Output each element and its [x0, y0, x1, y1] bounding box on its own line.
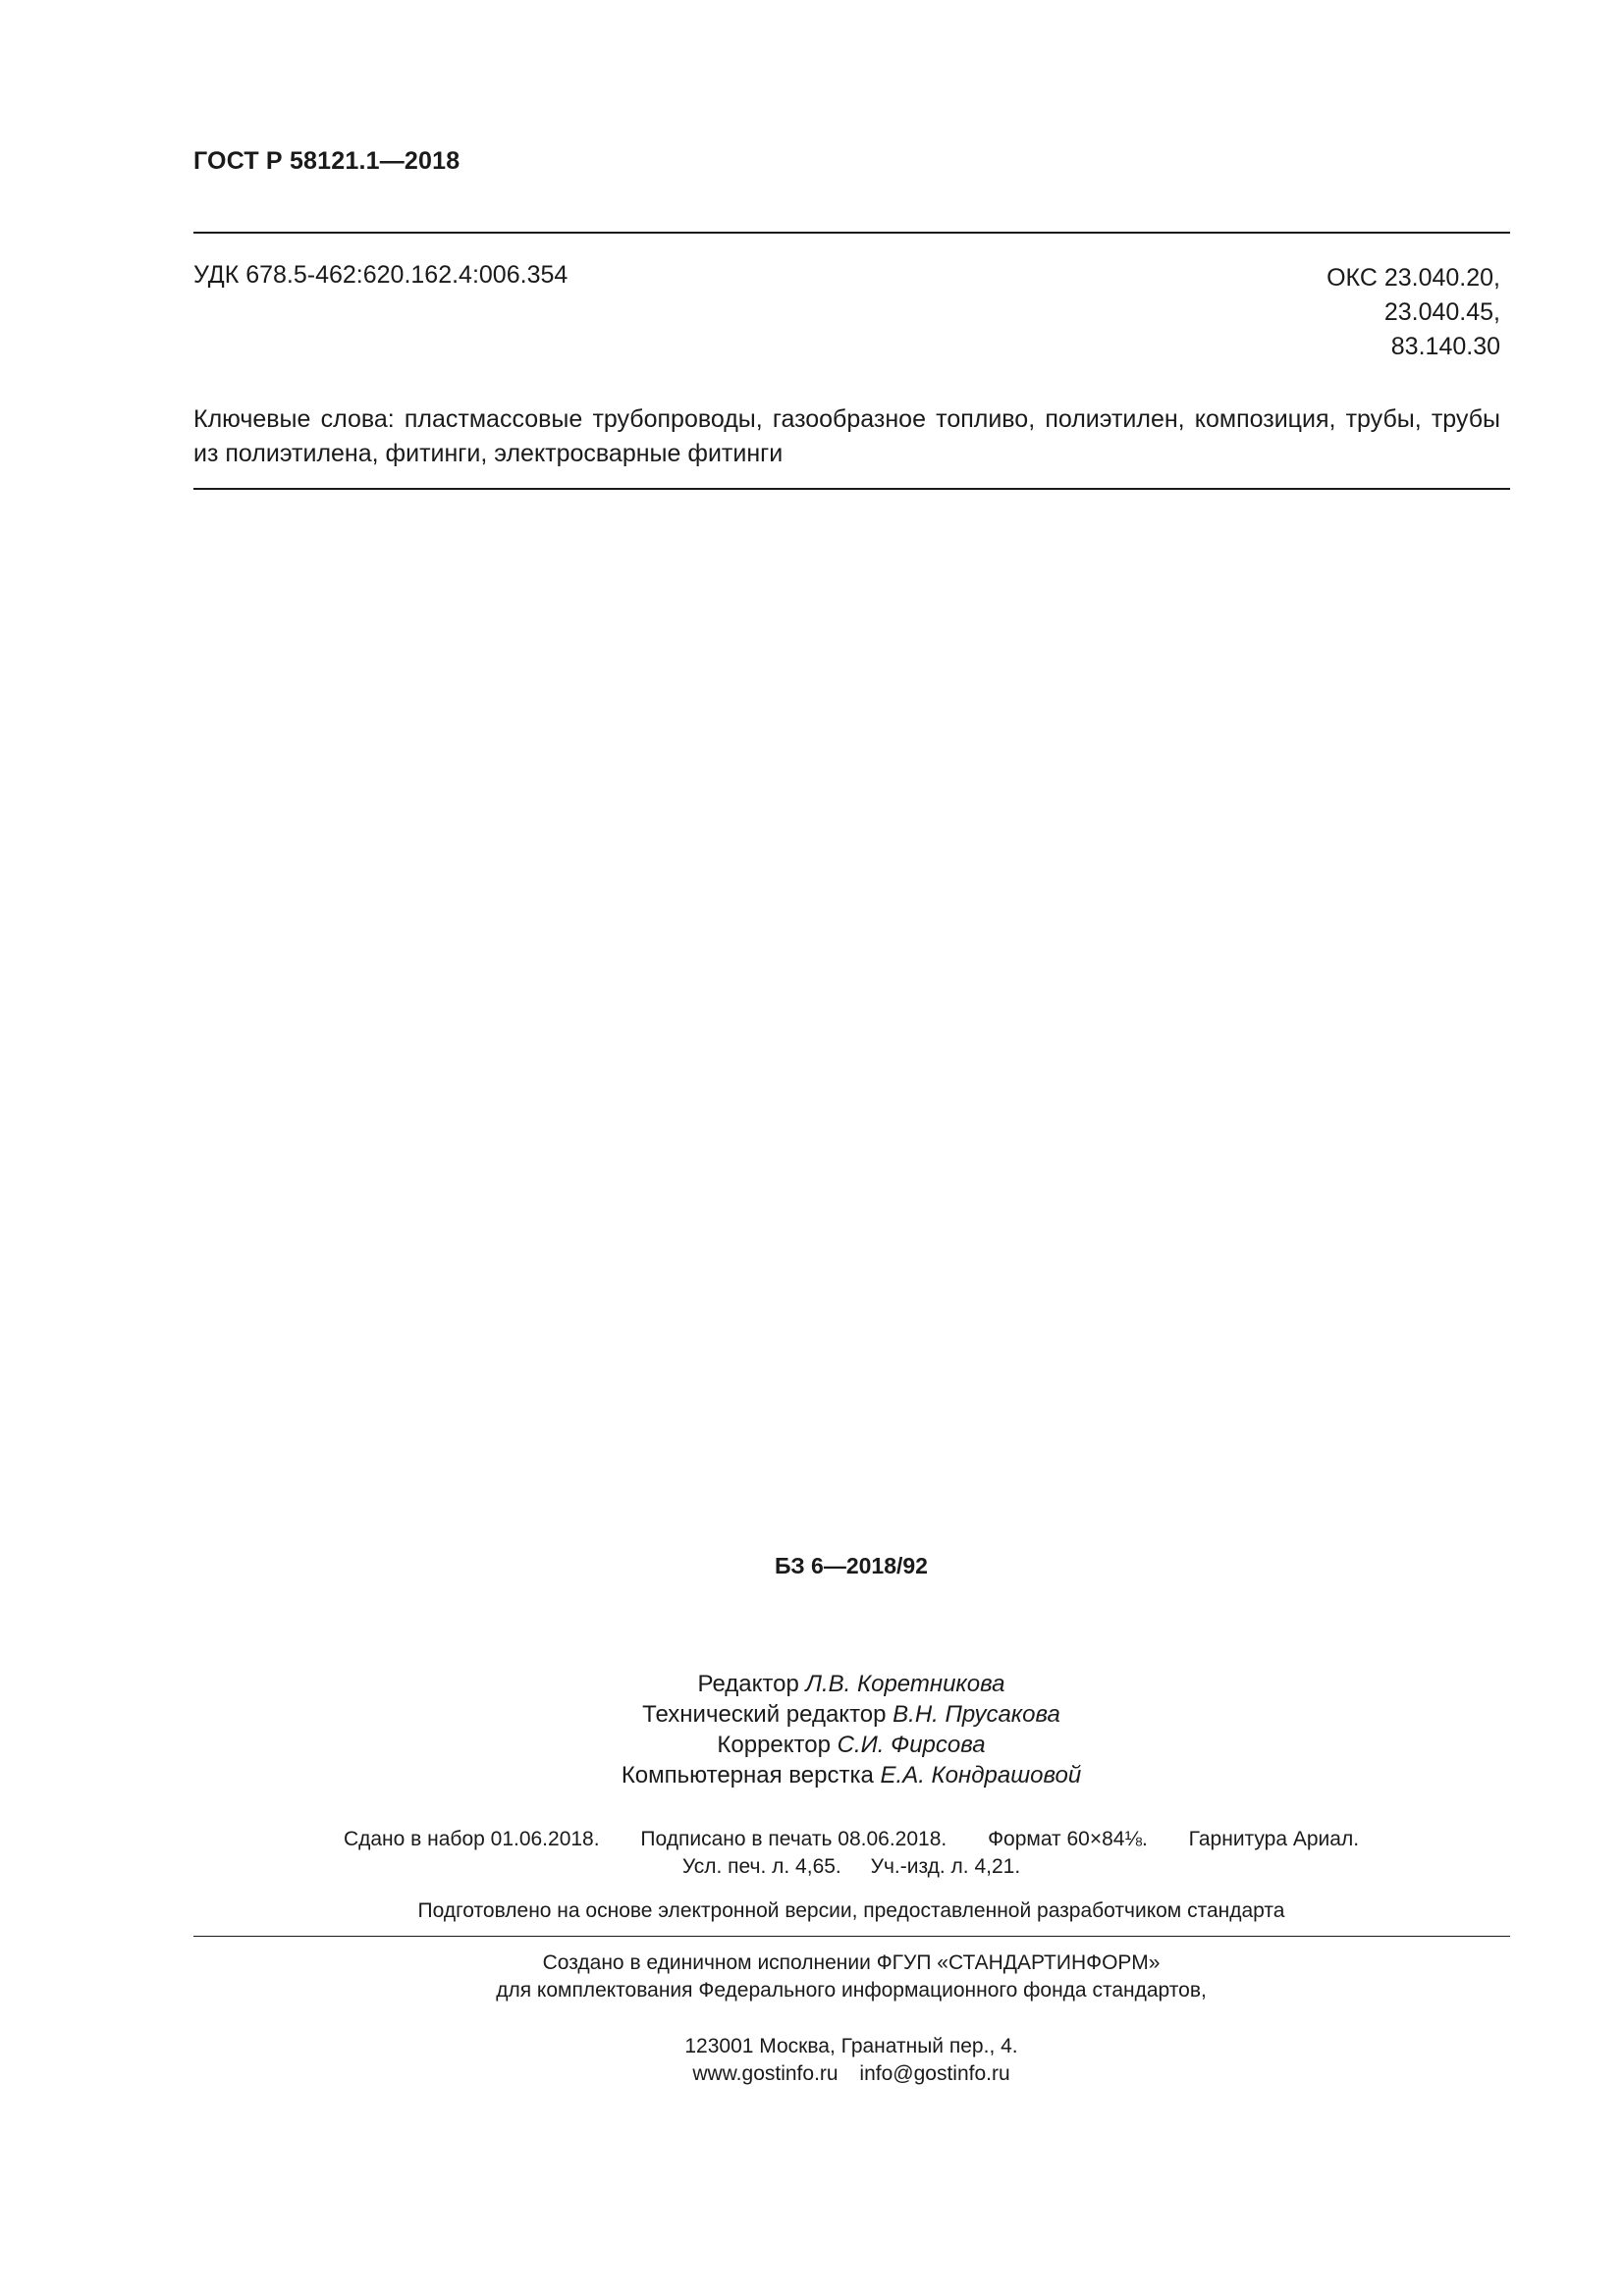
credit-line [0, 1669, 1624, 1699]
credit-line [0, 1699, 1624, 1730]
print-info-row [0, 1853, 1624, 1881]
publisher-line: для комплектования Федерального информационного фонда стандартов, [496, 1979, 1207, 2002]
print-info-row [0, 1826, 1624, 1853]
credit-role: Корректор [717, 1732, 831, 1758]
publisher-sheets: Уч.-изд. л. 4,21. [870, 1855, 1021, 1878]
publisher-line: Создано в единичном исполнении ФГУП «СТАНДАРТИНФОРМ» [542, 1951, 1161, 1974]
credit-person: Е.А. Кондрашовой [880, 1762, 1082, 1789]
contact-links [0, 2060, 1624, 2088]
editorial-credits [0, 1669, 1624, 1790]
publisher-info [0, 1949, 1624, 2004]
credit-person: С.И. Фирсова [837, 1732, 986, 1758]
publisher-address [0, 2033, 1624, 2088]
print-info [0, 1826, 1624, 1881]
credit-role: Редактор [697, 1671, 799, 1697]
top-divider [193, 232, 1510, 234]
credit-person: Л.В. Коретникова [805, 1671, 1005, 1697]
publisher-divider [193, 1936, 1510, 1937]
credit-role: Технический редактор [642, 1701, 887, 1728]
paper-format: Формат 60×84⅛. [988, 1828, 1148, 1850]
oks-line: 83.140.30 [1390, 333, 1500, 360]
credit-line [0, 1760, 1624, 1790]
keywords-divider [193, 488, 1510, 490]
credit-line [0, 1730, 1624, 1760]
signed-date: Подписано в печать 08.06.2018. [640, 1828, 947, 1850]
submitted-date: Сдано в набор 01.06.2018. [343, 1828, 600, 1850]
print-sheets: Усл. печ. л. 4,65. [681, 1855, 841, 1878]
keywords-paragraph: Ключевые слова: пластмассовые трубопроводы, газообразное топливо, полиэтилен, композиция, трубы, трубы из полиэтилена, фитинги, электросварные фитинги [193, 405, 1500, 467]
udk-code: УДК 678.5-462:620.162.4:006.354 [193, 261, 568, 289]
prepared-note: Подготовлено на основе электронной версии, предоставленной разработчиком стандарта [417, 1899, 1285, 1922]
oks-codes [1326, 261, 1500, 364]
bz-number: БЗ 6—2018/92 [775, 1553, 928, 1578]
document-code: ГОСТ Р 58121.1—2018 [193, 147, 460, 175]
oks-line: ОКС 23.040.20, [1326, 264, 1500, 292]
oks-line: 23.040.45, [1383, 298, 1500, 326]
typeface: Гарнитура Ариал. [1188, 1828, 1360, 1850]
address-line: 123001 Москва, Гранатный пер., 4. [684, 2035, 1018, 2057]
credit-person: В.Н. Прусакова [893, 1701, 1060, 1728]
credit-role: Компьютерная верстка [621, 1762, 874, 1789]
website-link[interactable]: www.gostinfo.ru [692, 2062, 839, 2085]
email-link[interactable]: info@gostinfo.ru [859, 2062, 1010, 2085]
